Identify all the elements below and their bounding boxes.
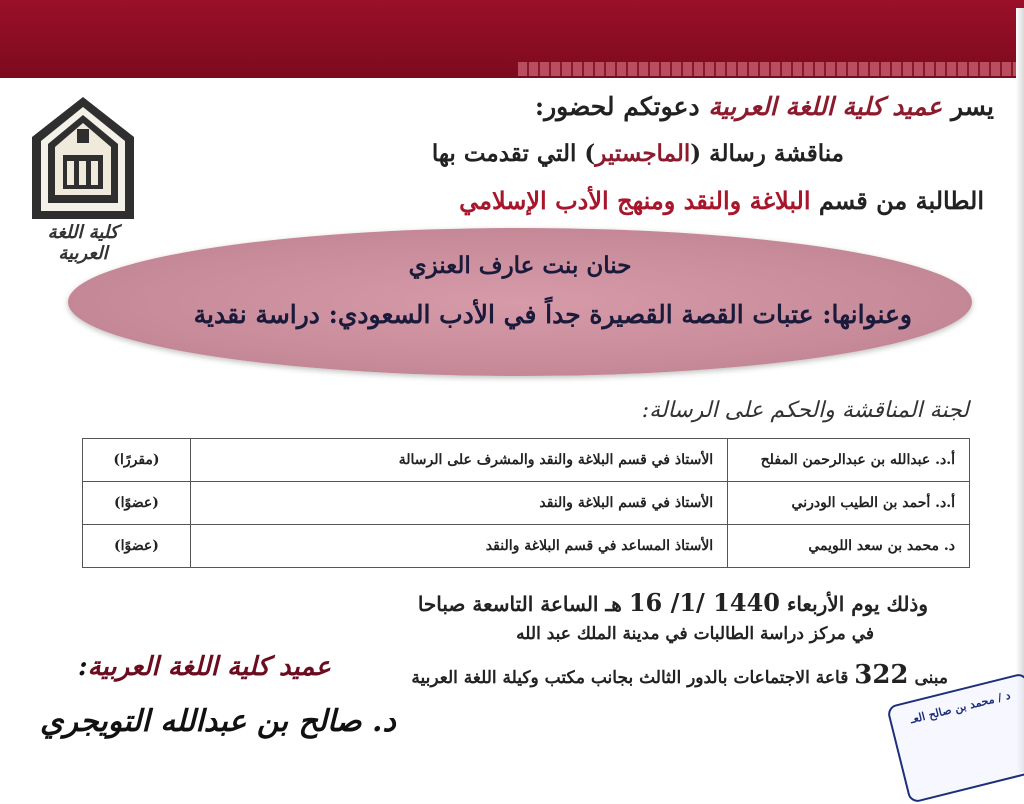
date-suffix: هـ الساعة التاسعة صباحا	[417, 592, 622, 616]
member-role: (مقررًا)	[83, 439, 191, 482]
member-name: أ.د. أحمد بن الطيب الودرني	[728, 482, 970, 525]
department-name: البلاغة والنقد ومنهج الأدب الإسلامي	[459, 186, 811, 215]
logo-caption: كلية اللغة العربية	[47, 222, 119, 264]
building-suffix: قاعة الاجتماعات بالدور الثالث بجانب مكتب وكيلة اللغة العربية	[411, 668, 849, 688]
degree-name: الماجستير	[595, 140, 691, 167]
building-prefix: مبنى	[914, 668, 948, 688]
degree-prefix: مناقشة رسالة (	[690, 140, 844, 167]
signature-colon: :	[78, 652, 88, 682]
member-title: الأستاذ في قسم البلاغة والنقد والمشرف على الرسالة	[190, 439, 727, 482]
dean-title: عميد كلية اللغة العربية	[708, 92, 943, 121]
member-title: الأستاذ المساعد في قسم البلاغة والنقد	[190, 525, 727, 568]
signature-label	[78, 652, 331, 682]
official-stamp	[886, 672, 1024, 804]
invitation-line-1	[535, 92, 994, 121]
member-name: د. محمد بن سعد اللويمي	[728, 525, 970, 568]
member-role: (عضوًا)	[83, 482, 191, 525]
committee-heading: لجنة المناقشة والحكم على الرسالة:	[641, 398, 969, 423]
event-date-line	[418, 588, 928, 617]
department-prefix: الطالبة من قسم	[818, 186, 984, 215]
invitation-suffix: دعوتكم لحضور:	[534, 92, 700, 121]
member-title: الأستاذ في قسم البلاغة والنقد	[190, 482, 727, 525]
event-building-line	[411, 660, 948, 690]
event-location: في مركز دراسة الطالبات في مدينة الملك عبد الله	[516, 624, 874, 644]
member-name: أ.د. عبدالله بن عبدالرحمن المفلح	[728, 439, 970, 482]
committee-table	[82, 438, 970, 568]
stamp-text: د / محمد بن صالح العـ	[908, 688, 1012, 727]
student-name: حنان بنت عارف العنزي	[408, 252, 632, 279]
table-row	[83, 482, 970, 525]
building-number: 322	[854, 660, 909, 690]
date-prefix: وذلك يوم الأربعاء	[786, 592, 928, 616]
header-ornament	[518, 62, 1018, 76]
invitation-line-3	[459, 186, 984, 215]
invitation-line-2	[432, 140, 844, 167]
invitation-prefix: يسر	[950, 92, 994, 121]
table-row	[83, 439, 970, 482]
signature-name: د. صالح بن عبدالله التويجري	[40, 704, 396, 739]
thesis-title: وعنوانها: عتبات القصة القصيرة جداً في الأدب السعودي: دراسة نقدية	[193, 300, 912, 329]
signature-dean-title: عميد كلية اللغة العربية	[87, 652, 331, 682]
table-row	[83, 525, 970, 568]
member-role: (عضوًا)	[83, 525, 191, 568]
page-edge	[1016, 8, 1024, 772]
degree-suffix: ) التي تقدمت بها	[431, 140, 596, 167]
event-date: 1440 /1/ 16	[628, 588, 780, 617]
